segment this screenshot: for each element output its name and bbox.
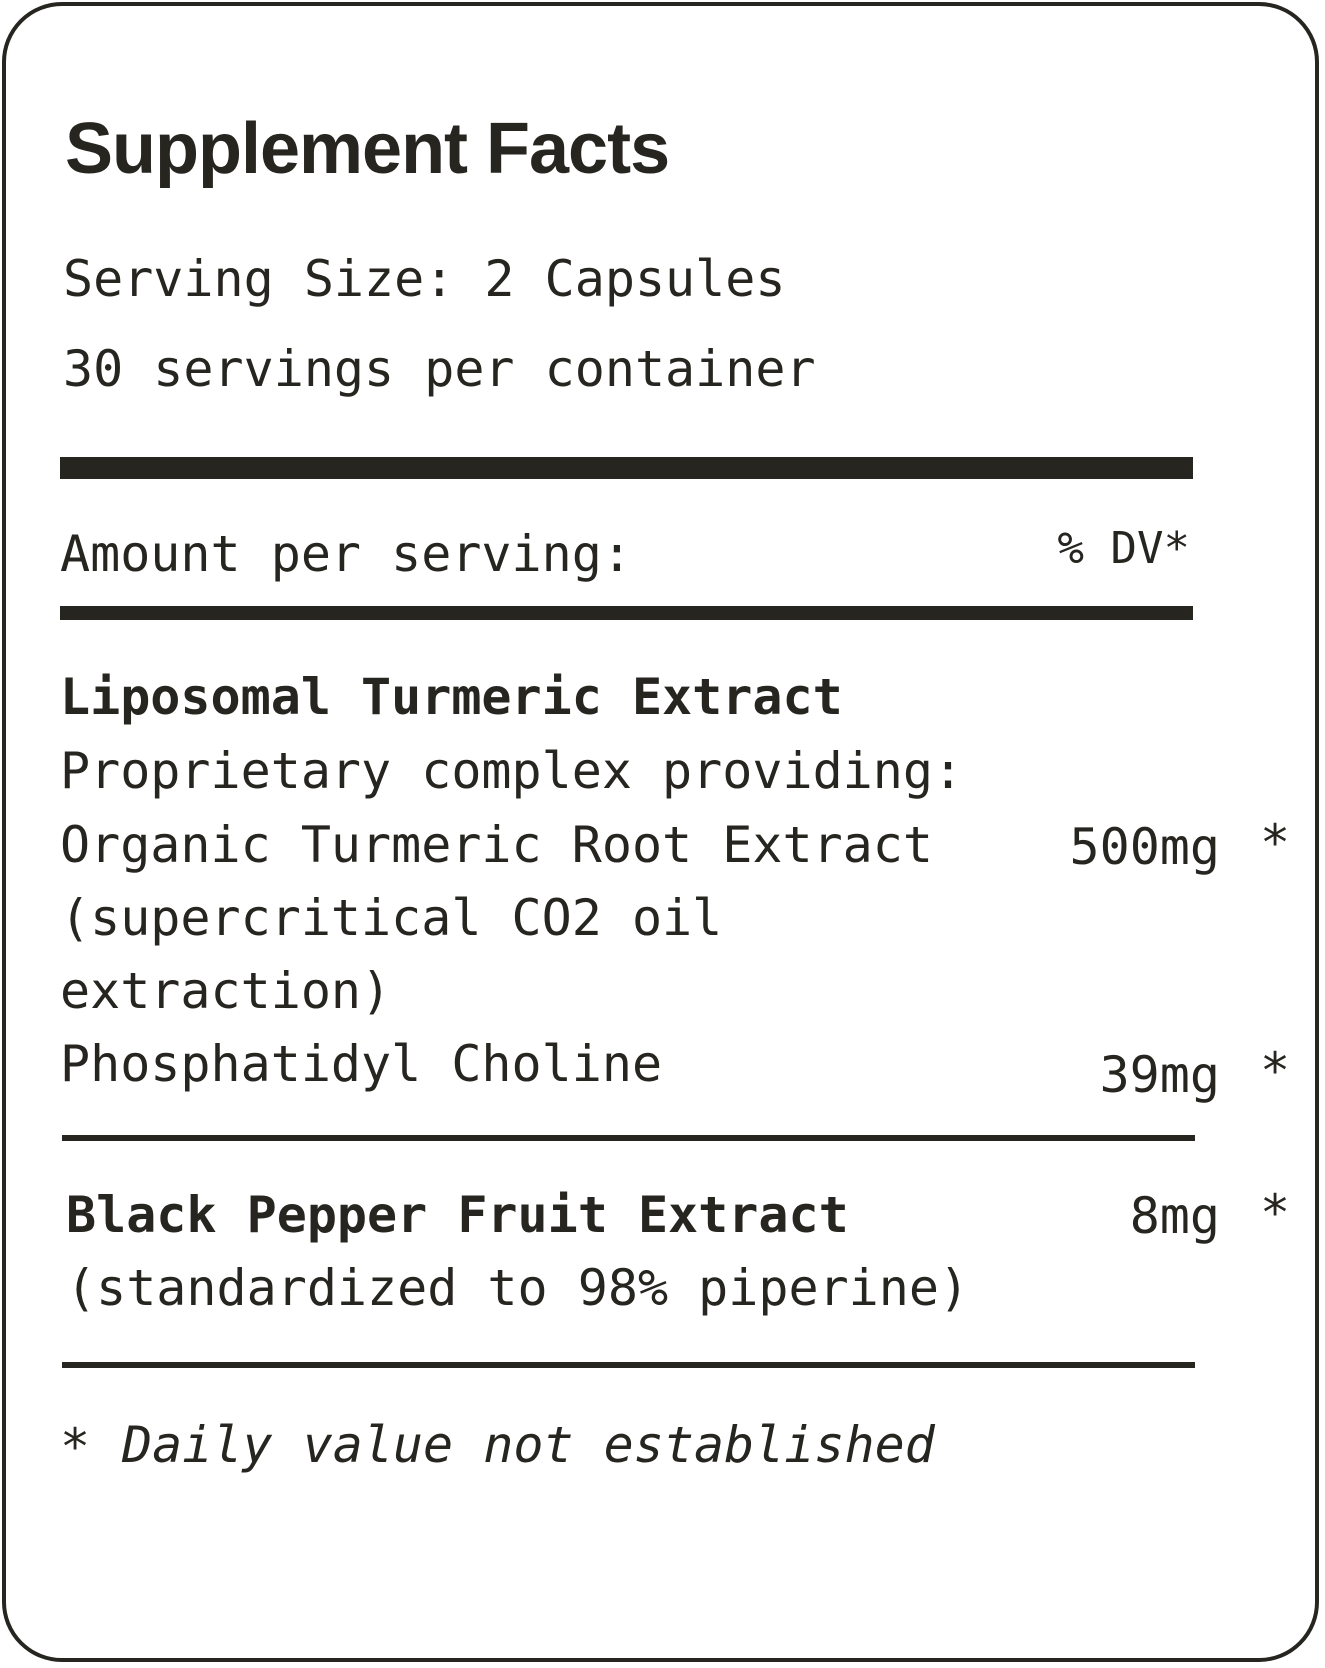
panel-title: Supplement Facts [65,109,670,189]
amount-black-pepper: 8mg [1129,1187,1220,1245]
dv-marker: * [1259,1042,1291,1100]
servings-per-container: 30 servings per container [63,340,816,398]
footnote-text: Daily value not established [122,1416,935,1474]
amount-turmeric-root: 500mg [1069,818,1220,876]
thin-divider [62,1362,1195,1368]
daily-value-header: % DV* [1057,523,1190,574]
group-name-black-pepper: Black Pepper Fruit Extract [66,1186,849,1244]
footnote-marker: * [60,1418,91,1476]
ingredient-line: Phosphatidyl Choline [60,1035,663,1093]
ingredient-line: (standardized to 98% piperine) [66,1259,970,1317]
amount-per-serving-label: Amount per serving: [60,525,632,583]
dv-marker: * [1259,814,1291,872]
dv-marker: * [1259,1184,1291,1242]
ingredient-line: (supercritical CO2 oil [60,889,723,947]
group-name-turmeric: Liposomal Turmeric Extract [60,668,843,726]
amount-phosphatidyl-choline: 39mg [1099,1046,1220,1104]
ingredient-line: Proprietary complex providing: [60,742,964,800]
thin-divider [62,1135,1195,1141]
medium-divider [60,606,1193,620]
ingredient-line: Organic Turmeric Root Extract [60,816,933,874]
thick-divider [60,457,1193,479]
ingredient-line: extraction) [60,962,392,1020]
serving-size: Serving Size: 2 Capsules [63,250,786,308]
